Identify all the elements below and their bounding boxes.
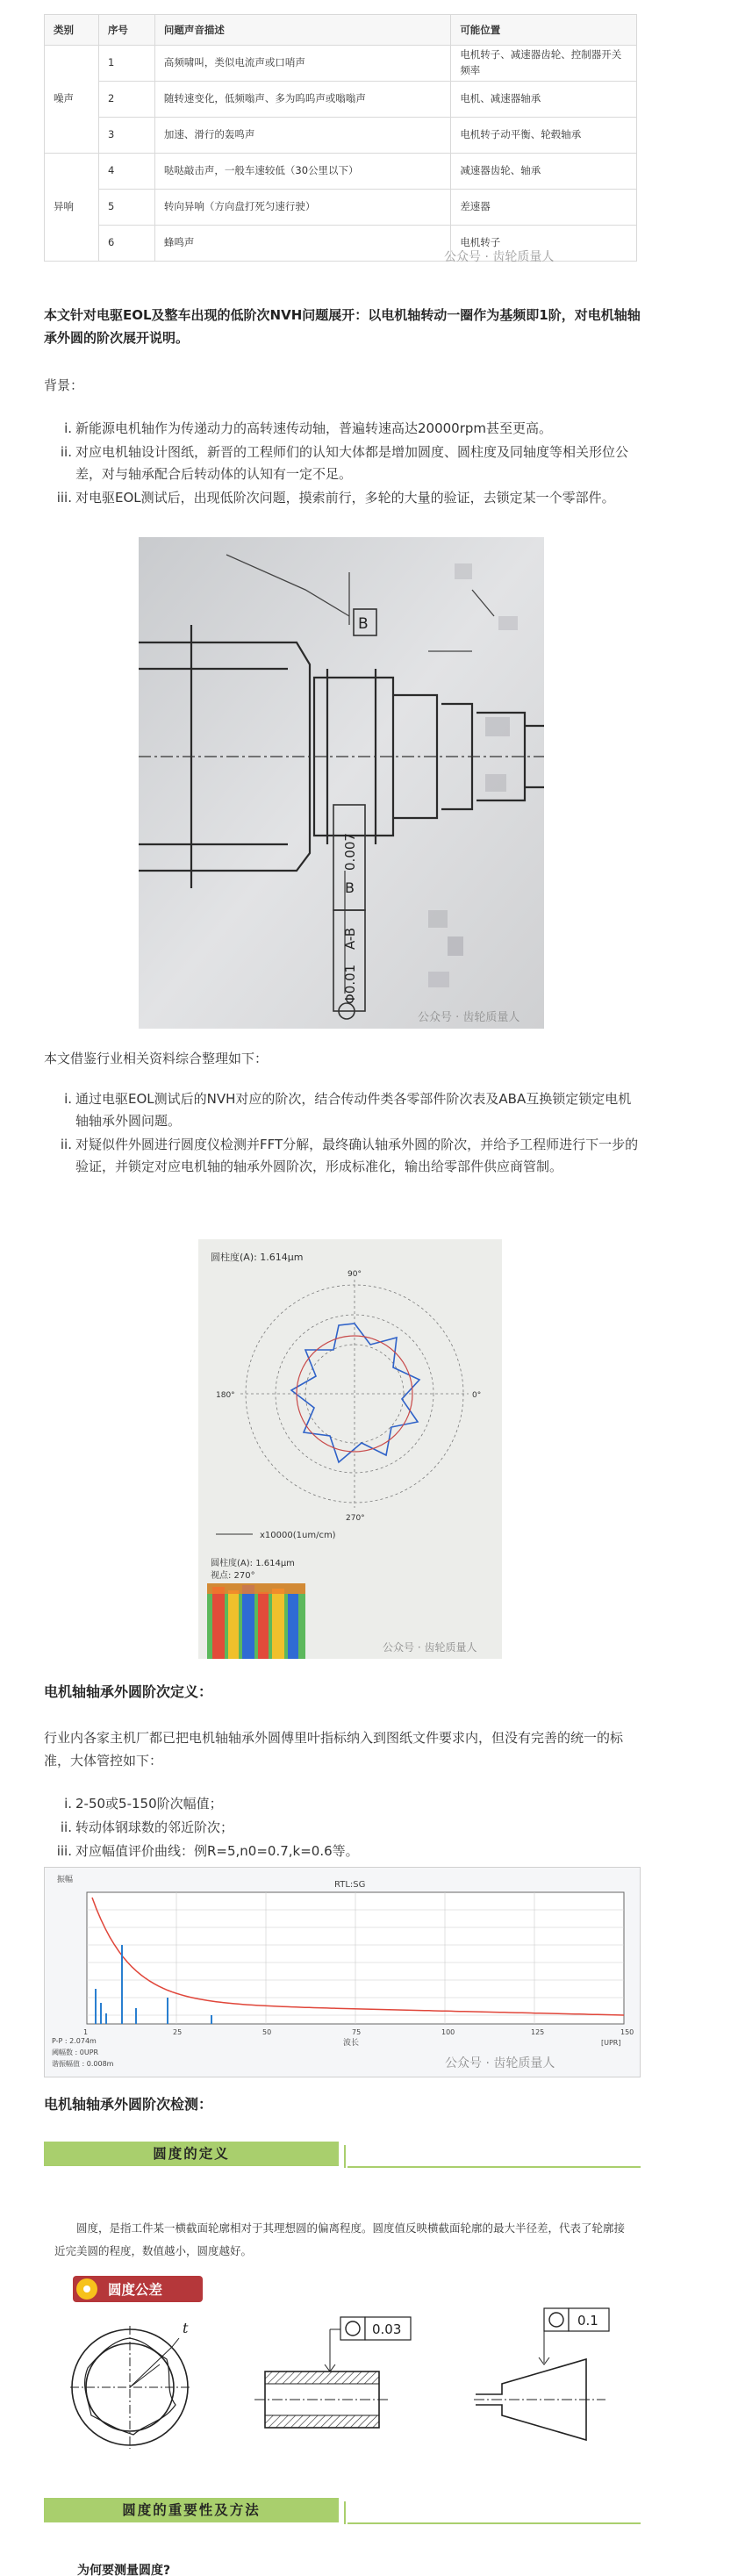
- intro-paragraph: 本文针对电驱EOL及整车出现的低阶次NVH问题展开：以电机轴转动一圈作为基频即1阶，对电机轴轴承外圆的阶次展开说明。: [44, 307, 641, 346]
- tolerance-phi: Φ0.01: [342, 964, 358, 1004]
- list-item-text: 对电驱EOL测试后，出现低阶次问题，摸索前行，多轮的大量的验证，去锁定某一个零部件。: [75, 490, 615, 506]
- fft-watermark: 公众号 · 齿轮质量人: [445, 2056, 555, 2070]
- table-row: [45, 118, 637, 154]
- roundness-measurement-photo: [198, 1239, 502, 1659]
- table-row: [45, 82, 637, 118]
- tolerance-datum: A-B: [342, 927, 358, 950]
- fft-info-amplitude: 谐振幅值 : 0.008m: [52, 2060, 114, 2068]
- list-item-text: 通过电驱EOL测试后的NVH对应的阶次，结合传动件类各零部件阶次表及ABA互换锁定锁定电机轴轴承外圆问题。: [75, 1091, 632, 1129]
- tolerance-value-1: 0.03: [372, 2321, 402, 2337]
- table-cell-description: 蜂鸣声: [154, 226, 450, 262]
- badge-label: 圆度公差: [108, 2282, 163, 2298]
- 3d-cylinder-plot: [207, 1583, 305, 1659]
- table-cell-location: 差速器: [451, 190, 637, 226]
- table-cell-category: 异响: [45, 154, 99, 262]
- table-cell-description: 转向异响（方向盘打死匀速行驶）: [154, 190, 450, 226]
- list-item: [44, 1088, 641, 1132]
- table-header-category: 类别: [45, 15, 99, 46]
- table-row: [45, 154, 637, 190]
- list-item-number: i.: [64, 420, 72, 436]
- table-cell-location: 电机转子动平衡、轮毂轴承: [451, 118, 637, 154]
- list-item: [44, 1793, 641, 1815]
- table-cell-description: 高频啸叫，类似电流声或口哨声: [154, 46, 450, 82]
- fft-info-upr: 阈幅数 : 0UPR: [52, 2049, 99, 2056]
- list-item-number: ii.: [60, 1819, 72, 1835]
- scale-label: x10000(1um/cm): [260, 1531, 336, 1540]
- tolerance-value-2: 0.1: [577, 2313, 598, 2328]
- table-row: [45, 46, 637, 82]
- cylinder-tolerance-diagram: [254, 2317, 411, 2428]
- section-bar-importance-methods: [44, 2496, 641, 2524]
- summary-list: [44, 1088, 641, 1180]
- fft-x-tick-label: 125: [531, 2028, 545, 2036]
- background-list: [44, 418, 641, 511]
- roundness-tolerance-diagrams: [61, 2307, 641, 2456]
- list-item-text: 2-50或5-150阶次幅值；: [75, 1796, 223, 1812]
- table-cell-number: 6: [98, 226, 154, 262]
- roundness-plot-svg: [198, 1239, 502, 1659]
- table-watermark: 公众号 · 齿轮质量人: [444, 250, 555, 264]
- list-item-text: 新能源电机轴作为传递动力的高转速传动轴，普遍转速高达20000rpm甚至更高。: [75, 420, 553, 436]
- list-item-number: iii.: [56, 1843, 72, 1859]
- table-cell-location: 电机转子: [451, 226, 637, 262]
- table-cell-location: 减速器齿轮、轴承: [451, 154, 637, 190]
- section-bar-divider: [344, 2145, 346, 2168]
- shaft-drawing-photo: [139, 537, 544, 1029]
- cone-tolerance-diagram: [474, 2308, 609, 2440]
- table-row: [45, 190, 637, 226]
- table-cell-number: 5: [98, 190, 154, 226]
- table-cell-description: 随转速变化，低频嗡声、多为呜呜声或嗡嗡声: [154, 82, 450, 118]
- list-item-text: 转动体钢球数的邻近阶次；: [75, 1819, 234, 1835]
- list-item: [44, 487, 641, 509]
- table-cell-number: 4: [98, 154, 154, 190]
- fft-x-axis-label: 波长: [343, 2039, 360, 2048]
- section-bar-title: 圆度的重要性及方法: [122, 2502, 261, 2518]
- tolerance-value: 0.007: [342, 833, 358, 871]
- roundness-watermark: 公众号 · 齿轮质量人: [383, 1641, 477, 1654]
- tolerance-diagrams-svg: [61, 2307, 641, 2456]
- roundness-tolerance-badge: [73, 2276, 203, 2302]
- list-item-text: 对疑似件外圆进行圆度仪检测并FFT分解，最终确认轴承外圆的阶次，并给予工程师进行下一步的验证，并锁定对应电机轴的轴承外圆阶次，形成标准化，输出给零部件供应商管制。: [75, 1137, 639, 1174]
- angle-180: 180°: [216, 1391, 235, 1400]
- datum-label-b2: B: [345, 879, 355, 896]
- list-item-text: 对应幅值评价曲线：例R=5,n0=0.7,k=0.6等。: [75, 1843, 359, 1859]
- list-item: [44, 1134, 641, 1178]
- section-bar-underline: [348, 2166, 641, 2168]
- definition-paragraph: 行业内各家主机厂都已把电机轴轴承外圆傅里叶指标纳入到图纸文件要求内，但没有完善的统一的标准，大体管控如下：: [44, 1730, 624, 1769]
- section-bar-divider: [344, 2501, 346, 2524]
- table-header-description: 问题声音描述: [154, 15, 450, 46]
- list-item: [44, 1841, 641, 1862]
- list-item-number: ii.: [60, 444, 72, 460]
- datum-label-b: B: [358, 615, 369, 633]
- roundness-zone-diagram: [70, 2320, 190, 2449]
- table-cell-number: 1: [98, 46, 154, 82]
- fft-x-tick-label: 100: [441, 2028, 455, 2036]
- list-item-text: 对应电机轴设计图纸，新晋的工程师们的认知大体都是增加圆度、圆柱度及同轴度等相关形位公差，对与轴承配合后转动体的认知有一定不足。: [75, 444, 629, 482]
- table-header-location: 可能位置: [451, 15, 637, 46]
- table-cell-number: 3: [98, 118, 154, 154]
- nvh-issue-table: [44, 14, 637, 262]
- fft-x-tick-label: 150: [620, 2028, 634, 2036]
- list-item: [44, 441, 641, 485]
- list-item-number: i.: [64, 1796, 72, 1812]
- fft-y-axis-label: 振幅: [57, 1876, 74, 1884]
- section-bar-title: 圆度的定义: [153, 2146, 230, 2162]
- list-item: [44, 1817, 641, 1839]
- fft-x-tick-label: 75: [352, 2028, 362, 2036]
- viewpoint-label: 视点: 270°: [211, 1571, 255, 1581]
- definition-list: [44, 1793, 641, 1864]
- table-header-number: 序号: [98, 15, 154, 46]
- detection-heading: 电机轴轴承外圆阶次检测：: [44, 2096, 213, 2113]
- definition-heading: 电机轴轴承外圆阶次定义：: [44, 1683, 213, 1700]
- table-cell-location: 电机、减速器轴承: [451, 82, 637, 118]
- tolerance-t-label: t: [183, 2320, 189, 2336]
- angle-90: 90°: [348, 1270, 362, 1279]
- shaft-drawing-svg: [139, 537, 544, 1029]
- roundness-title: 圆柱度(A): 1.614μm: [211, 1252, 304, 1263]
- fft-chart-svg: [45, 1868, 640, 2077]
- drawing-watermark: 公众号 · 齿轮质量人: [418, 1011, 520, 1024]
- badge-circle-inner: [83, 2285, 90, 2293]
- next-heading: 为何要测量圆度?: [77, 2564, 171, 2576]
- list-item-number: ii.: [60, 1137, 72, 1152]
- list-item-number: iii.: [56, 490, 72, 506]
- fft-info-pp: P-P : 2.074m: [52, 2037, 97, 2045]
- background-label: 背景：: [44, 377, 84, 393]
- table-cell-description: 加速、滑行的轰鸣声: [154, 118, 450, 154]
- list-item: [44, 418, 641, 440]
- angle-0: 0°: [472, 1391, 482, 1400]
- summary-label: 本文借鉴行业相关资料综合整理如下：: [44, 1051, 269, 1066]
- section-bar-underline: [348, 2522, 641, 2524]
- fft-x-tick-label: 1: [83, 2028, 89, 2036]
- fft-harmonic-chart: [44, 1867, 641, 2077]
- nvh-issue-table-container: [44, 14, 637, 262]
- fft-x-unit: [UPR]: [601, 2039, 621, 2047]
- fft-x-tick-label: 50: [262, 2028, 272, 2036]
- roundness-definition-text: 圆度，是指工件某一横截面轮廓相对于其理想圆的偏离程度。圆度值反映横截面轮廓的最大半径差，代表了轮廓接近完美圆的程度，数值越小，圆度越好。: [54, 2221, 626, 2257]
- table-cell-description: 哒哒敲击声，一般车速较低（30公里以下）: [154, 154, 450, 190]
- table-cell-location: 电机转子、减速器齿轮、控制器开关频率: [451, 46, 637, 82]
- section-bar-roundness-definition: [44, 2140, 641, 2168]
- fft-chart-title: RTL:SG: [334, 1880, 366, 1890]
- table-cell-number: 2: [98, 82, 154, 118]
- angle-270: 270°: [346, 1514, 365, 1523]
- table-header-row: [45, 15, 637, 46]
- list-item-number: i.: [64, 1091, 72, 1107]
- fft-x-tick-label: 25: [173, 2028, 183, 2036]
- roundness-bottom-value: 圆柱度(A): 1.614μm: [211, 1559, 295, 1568]
- table-cell-category: 噪声: [45, 46, 99, 154]
